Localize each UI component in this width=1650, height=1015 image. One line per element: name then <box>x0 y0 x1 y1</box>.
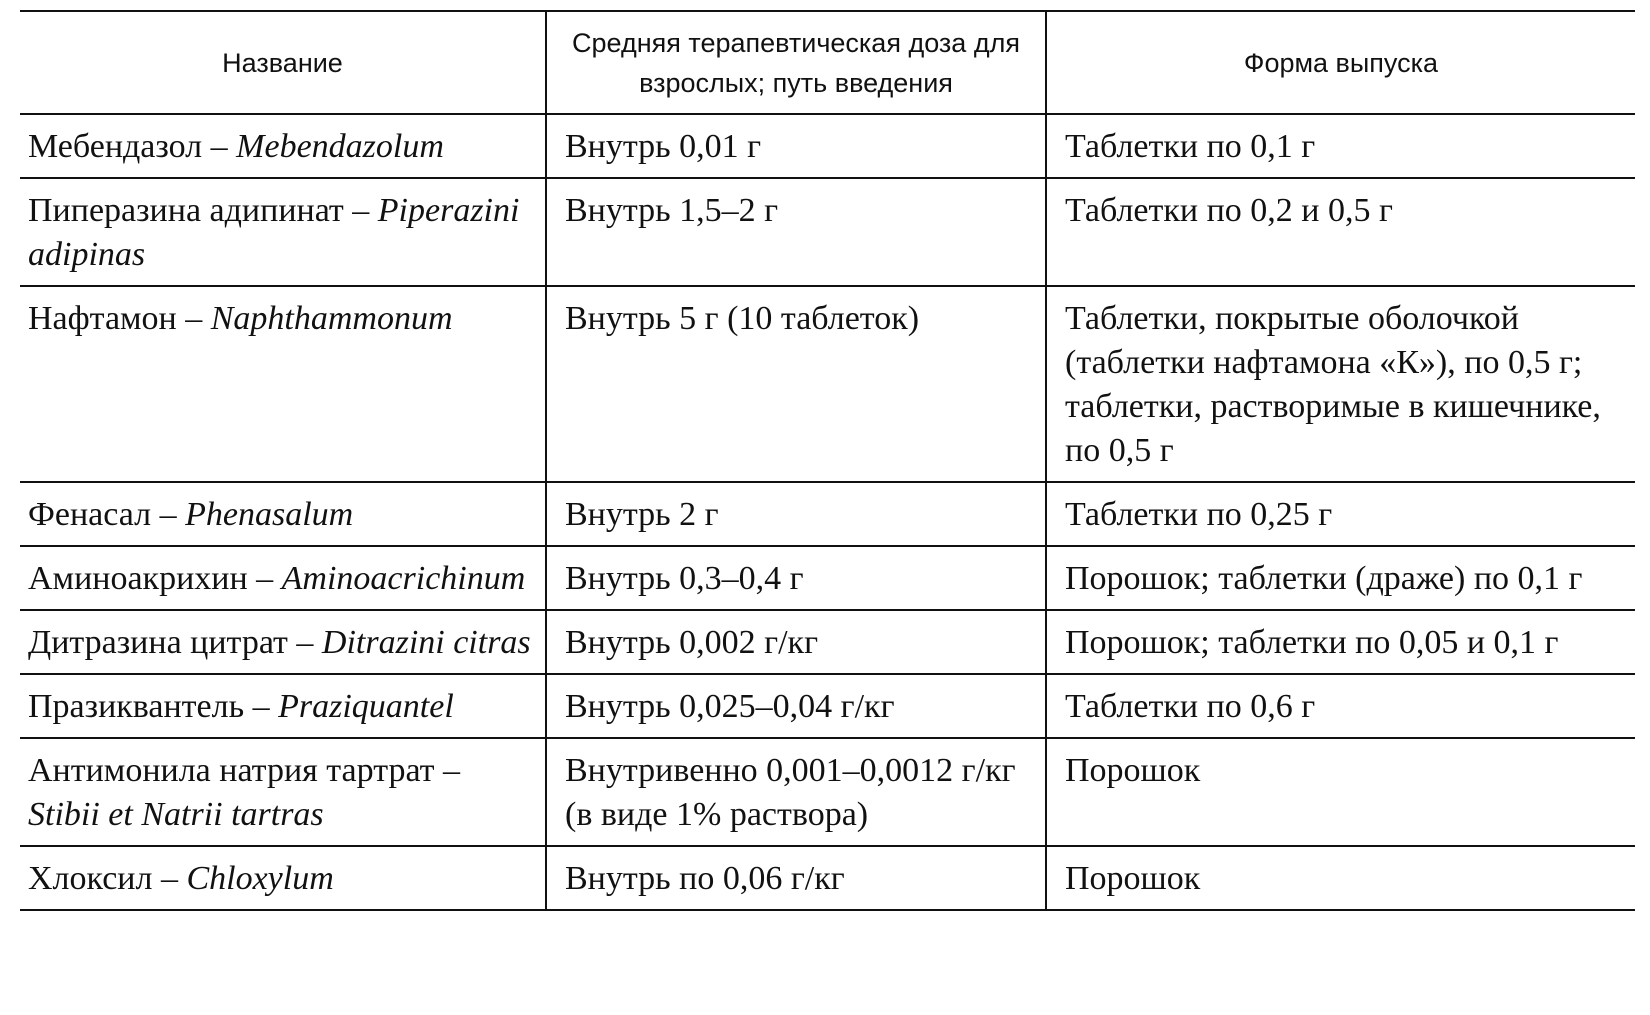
drug-table <box>20 10 1635 911</box>
table-row <box>20 846 1635 910</box>
drug-name-latin: Phenasalum <box>185 496 354 533</box>
table-row <box>20 546 1635 610</box>
drug-name-ru: Пиперазина адипинат <box>28 192 344 229</box>
dose-cell: Внутрь по 0,06 г/кг <box>546 846 1046 910</box>
form-cell: Порошок <box>1046 738 1635 846</box>
table-row <box>20 178 1635 286</box>
drug-name-ru: Аминоакрихин <box>28 560 248 597</box>
form-cell: Порошок; таблетки (драже) по 0,1 г <box>1046 546 1635 610</box>
drug-name-ru: Мебендазол <box>28 128 203 165</box>
drug-name-ru: Фенасал <box>28 496 152 533</box>
table-row <box>20 114 1635 178</box>
drug-name-latin: Naphthammonum <box>210 300 453 337</box>
dose-cell: Внутривенно 0,001–0,0012 г/кг (в виде 1% раствора) <box>546 738 1046 846</box>
dose-cell: Внутрь 1,5–2 г <box>546 178 1046 286</box>
header-dose: Средняя терапевтическая доза для взрослых; путь введения <box>546 11 1046 114</box>
drug-name-latin: Praziquantel <box>278 688 454 725</box>
dose-cell: Внутрь 5 г (10 таблеток) <box>546 286 1046 482</box>
form-cell: Таблетки по 0,2 и 0,5 г <box>1046 178 1635 286</box>
header-name: Название <box>20 11 546 114</box>
drug-name-latin: Chloxylum <box>186 860 334 897</box>
drug-name-cell: Празиквантель – Praziquantel <box>20 674 546 738</box>
drug-name-latin: Piperazini adipinas <box>28 192 520 273</box>
table-row <box>20 738 1635 846</box>
table-row <box>20 674 1635 738</box>
form-cell: Таблетки по 0,25 г <box>1046 482 1635 546</box>
drug-name-latin: Aminoacrichinum <box>281 560 526 597</box>
dose-cell: Внутрь 0,025–0,04 г/кг <box>546 674 1046 738</box>
header-row <box>20 11 1635 114</box>
table-row <box>20 286 1635 482</box>
drug-name-ru: Хлоксил <box>28 860 153 897</box>
drug-name-cell: Мебендазол – Mebendazolum <box>20 114 546 178</box>
drug-name-ru: Дитразина цитрат <box>28 624 288 661</box>
form-cell: Порошок; таблетки по 0,05 и 0,1 г <box>1046 610 1635 674</box>
drug-name-ru: Празиквантель <box>28 688 245 725</box>
drug-name-cell: Антимонила натрия тартрат – Stibii et Natrii tartras <box>20 738 546 846</box>
header-form: Форма выпуска <box>1046 11 1635 114</box>
form-cell: Таблетки по 0,1 г <box>1046 114 1635 178</box>
drug-name-cell: Дитразина цитрат – Ditrazini citras <box>20 610 546 674</box>
dose-cell: Внутрь 2 г <box>546 482 1046 546</box>
drug-name-latin: Stibii et Natrii tartras <box>28 796 324 833</box>
drug-name-cell: Нафтамон – Naphthammonum <box>20 286 546 482</box>
drug-name-cell: Аминоакрихин – Aminoacrichinum <box>20 546 546 610</box>
drug-name-ru: Нафтамон <box>28 300 177 337</box>
drug-name-ru: Антимонила натрия тартрат <box>28 752 435 789</box>
dose-cell: Внутрь 0,3–0,4 г <box>546 546 1046 610</box>
form-cell: Таблетки по 0,6 г <box>1046 674 1635 738</box>
drug-name-cell: Хлоксил – Chloxylum <box>20 846 546 910</box>
drug-name-latin: Ditrazini citras <box>321 624 531 661</box>
dose-cell: Внутрь 0,002 г/кг <box>546 610 1046 674</box>
form-cell: Порошок <box>1046 846 1635 910</box>
drug-name-cell: Пиперазина адипинат – Piperazini adipinas <box>20 178 546 286</box>
form-cell: Таблетки, покрытые оболочкой (таблетки нафтамона «К»), по 0,5 г; таблетки, растворимые в кишечнике, по 0,5 г <box>1046 286 1635 482</box>
dose-cell: Внутрь 0,01 г <box>546 114 1046 178</box>
drug-name-cell: Фенасал – Phenasalum <box>20 482 546 546</box>
table-row <box>20 482 1635 546</box>
table-row <box>20 610 1635 674</box>
drug-name-latin: Mebendazolum <box>236 128 444 165</box>
